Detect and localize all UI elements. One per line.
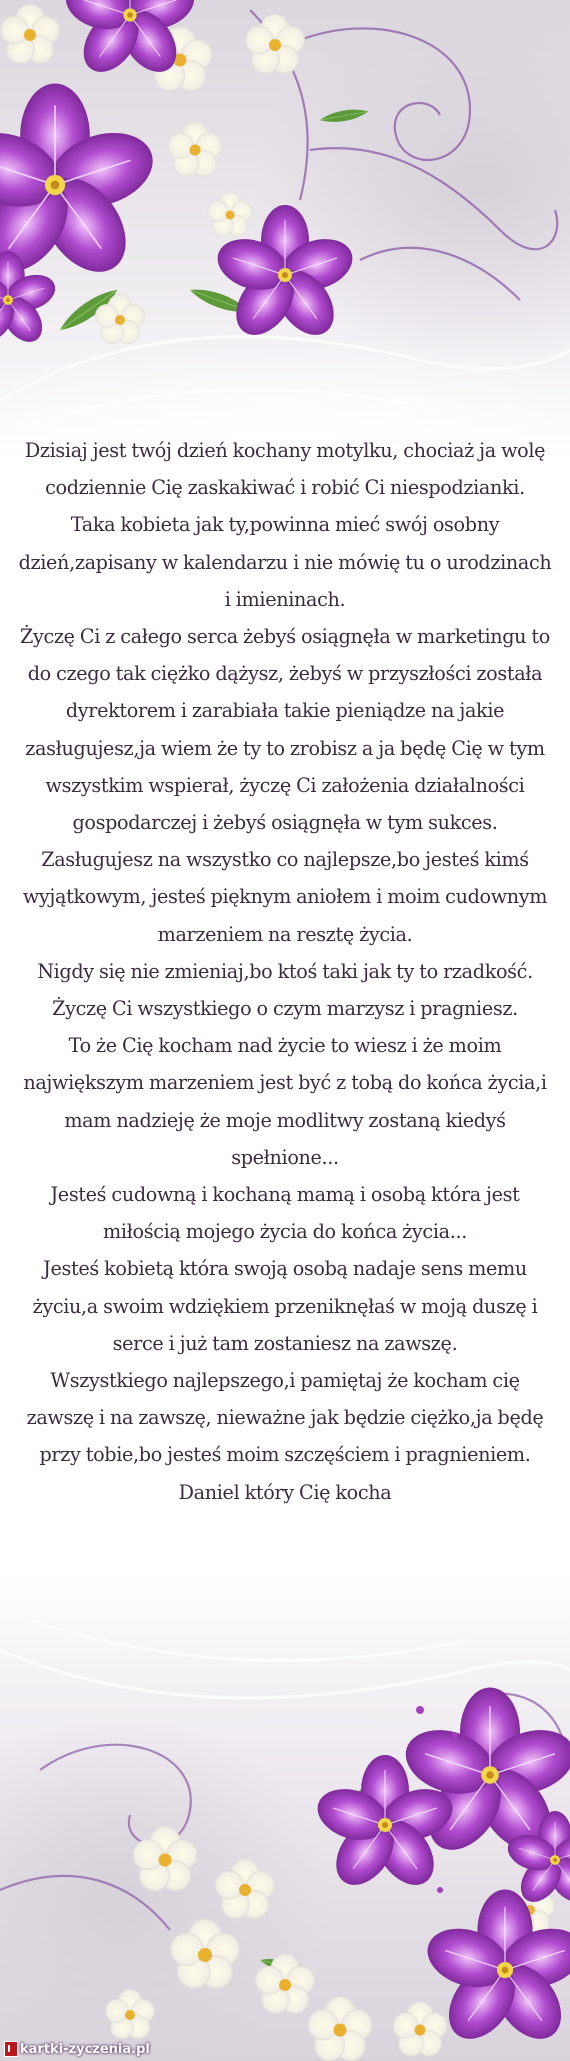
watermark-suffix: -zyczenia.pl bbox=[63, 2041, 150, 2057]
paragraph-4: Zasługujesz na wszystko co najlepsze,bo jesteś kimś wyjątkowym, jesteś pięknym aniołem i moim cudownym marzeniem na resztę życia. bbox=[22, 848, 548, 946]
greeting-message bbox=[18, 432, 552, 1511]
flowers-bottom-decoration-icon bbox=[0, 1560, 570, 2061]
paragraph-3: Życzę Ci z całego serca żebyś osiągnęła w marketingu to do czego tak ciężko dążysz, żebyś w przyszłości została dyrektorem i zarabiała takie pieniądze na jakie zasługujesz,ja wiem że ty to zrobisz a ja będę Cię w tym wszystkim wspierał, życzę Ci założenia działalności gospodarczej i żebyś osiągnęła w tym sukces. bbox=[20, 625, 550, 835]
paragraph-10: Wszystkiego najlepszego,i pamiętaj że kocham cię zawszę i na zawszę, nieważne jak będzie ciężko,ja będę przy tobie,bo jesteś moim szczęściem i pragnieniem. bbox=[26, 1369, 544, 1467]
paragraph-5: Nigdy się nie zmieniaj,bo ktoś taki jak ty to rzadkość. bbox=[37, 959, 533, 983]
flowers-top-decoration-icon bbox=[0, 0, 570, 440]
kartki-logo-icon bbox=[4, 2041, 18, 2057]
watermark-brand: kartki bbox=[20, 2041, 64, 2057]
paragraph-2: Taka kobieta jak ty,powinna mieć swój osobny dzień,zapisany w kalendarzu i nie mówię tu o urodzinach i imieninach. bbox=[18, 513, 552, 611]
signature: Daniel który Cię kocha bbox=[178, 1480, 392, 1504]
paragraph-1: Dzisiaj jest twój dzień kochany motylku, chociaż ja wolę codziennie Cię zaskakiwać i robić Ci niespodzianki. bbox=[24, 439, 546, 500]
paragraph-6: Życzę Ci wszystkiego o czym marzysz i pragniesz. bbox=[52, 997, 518, 1021]
paragraph-9: Jesteś kobietą która swoją osobą nadaje sens memu życiu,a swoim wdziękiem przeniknęłaś w moją duszę i serce i już tam zostaniesz na zawszę. bbox=[32, 1257, 538, 1355]
paragraph-7: To że Cię kocham nad życie to wiesz i że moim największym marzeniem jest być z tobą do końca życia,i mam nadzieję że moje modlitwy zostaną kiedyś spełnione... bbox=[23, 1034, 547, 1169]
paragraph-8: Jesteś cudowną i kochaną mamą i osobą która jest miłością mojego życia do końca życia... bbox=[50, 1183, 520, 1244]
watermark bbox=[4, 2041, 150, 2057]
